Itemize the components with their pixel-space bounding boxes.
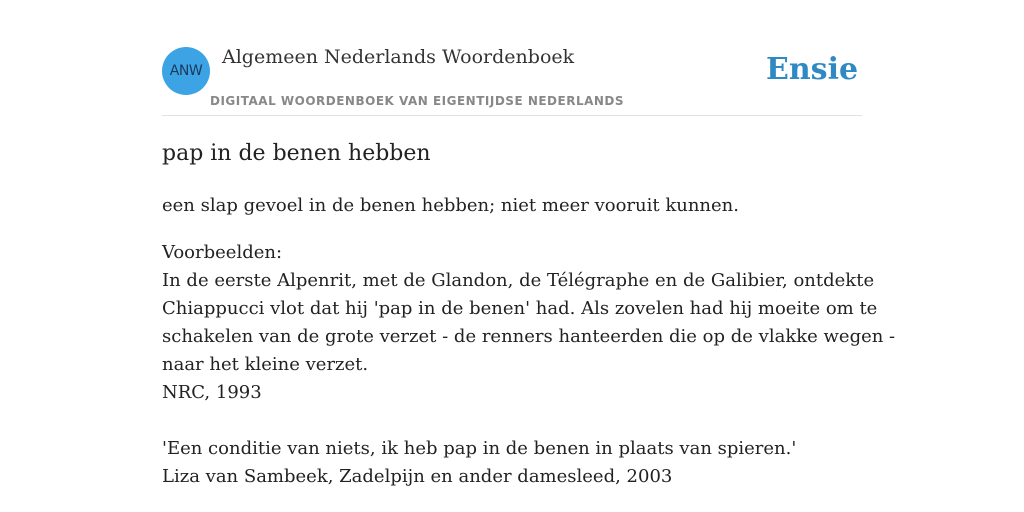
- example-1-line-2: Chiappucci vlot dat hij 'pap in de benen' had. Als zovelen had hij moeite om te: [162, 298, 878, 319]
- anw-logo[interactable]: [162, 47, 210, 95]
- example-1-line-3: schakelen van de grote verzet - de renners hanteerden die op de vlakke wegen -: [162, 326, 896, 347]
- example-spacer: [162, 407, 862, 435]
- example-1-source: NRC, 1993: [162, 382, 262, 403]
- headword: pap in de benen hebben: [162, 141, 431, 166]
- example-2-text: 'Een conditie van niets, ik heb pap in de benen in plaats van spieren.': [162, 438, 797, 459]
- ensie-brand-logo[interactable]: Ensie: [766, 52, 859, 87]
- examples-label: Voorbeelden:: [162, 242, 283, 263]
- site-title[interactable]: Algemeen Nederlands Woordenboek: [222, 46, 575, 68]
- header-divider: [162, 115, 862, 116]
- anw-logo-text: ANW: [169, 63, 203, 79]
- example-1-line-4: naar het kleine verzet.: [162, 354, 369, 375]
- example-2-source: Liza van Sambeek, Zadelpijn en ander damesleed, 2003: [162, 466, 673, 487]
- examples-section: [162, 239, 896, 491]
- example-1-line-1: In de eerste Alpenrit, met de Glandon, de Télégraphe en de Galibier, ontdekte: [162, 270, 875, 291]
- site-subtitle: DIGITAAL WOORDENBOEK VAN EIGENTIJDSE NEDERLANDS: [210, 94, 625, 108]
- definition: een slap gevoel in de benen hebben; niet meer vooruit kunnen.: [162, 195, 739, 216]
